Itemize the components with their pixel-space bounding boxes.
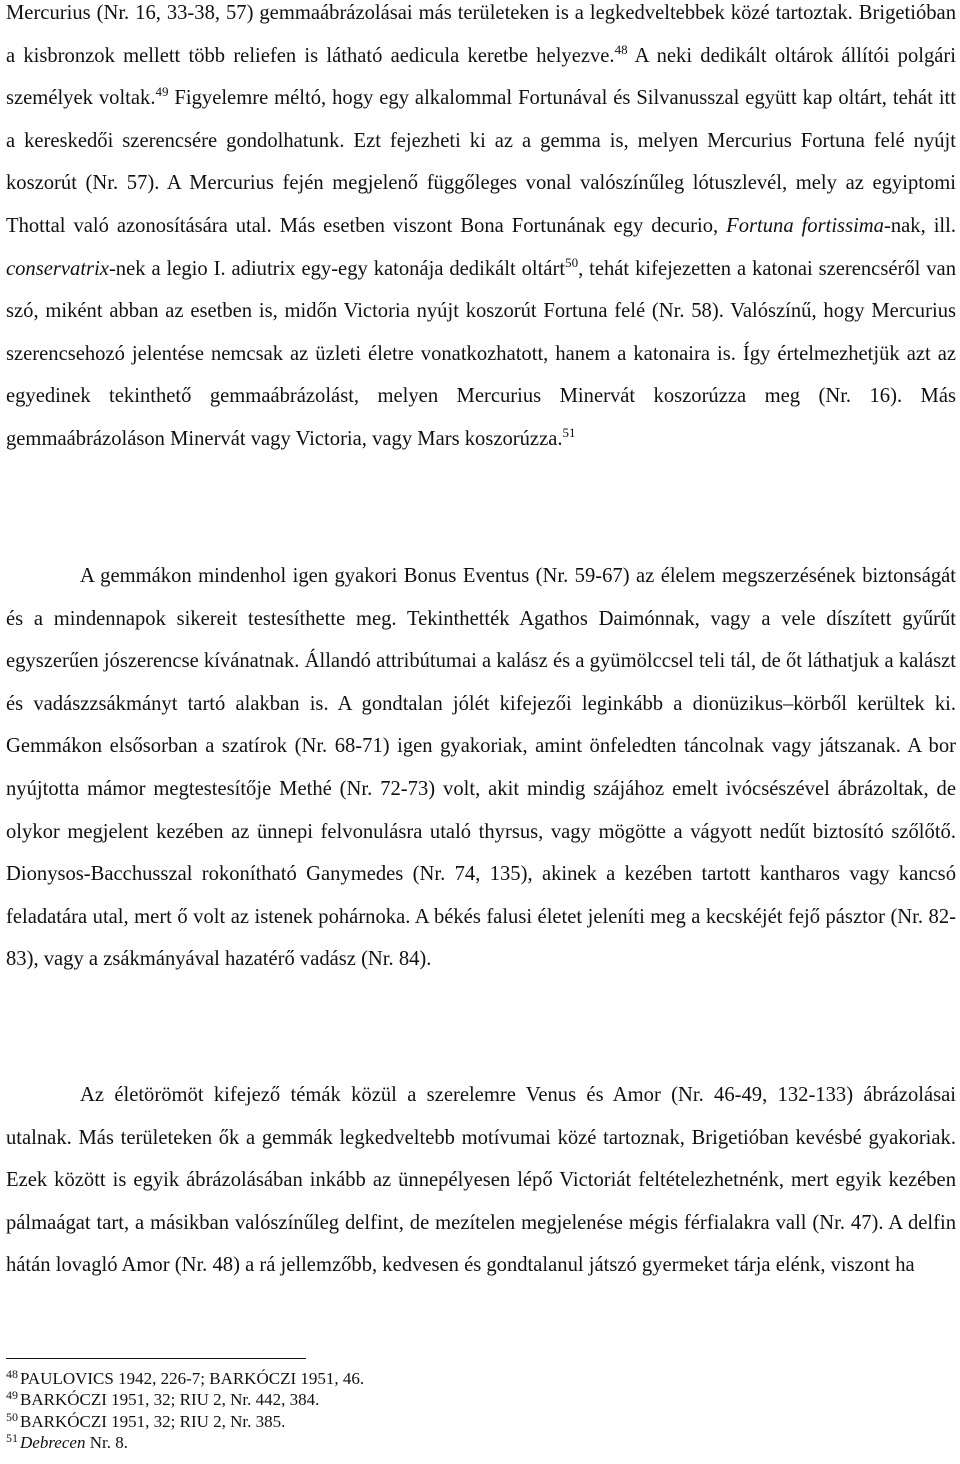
footnote-number: 48 xyxy=(6,1367,18,1381)
footnote-text: BARKÓCZI 1951, 32; RIU 2, Nr. 442, 384. xyxy=(20,1390,320,1410)
footnote-ref-51[interactable]: 51 xyxy=(562,424,576,440)
footnote-51 xyxy=(6,1432,956,1453)
footnote-ref-49[interactable]: 49 xyxy=(155,84,169,100)
paragraph-text: -nek a legio I. adiutrix egy-egy katonája dedikált oltárt xyxy=(108,257,566,280)
footnote-49 xyxy=(6,1389,956,1410)
footnote-50 xyxy=(6,1411,956,1432)
paragraph-bonus-eventus: A gemmákon mindenhol igen gyakori Bonus Eventus (Nr. 59-67) az élelem megszerzésének biztonságát és a mindennapok sikereit testesíthette meg. Tekinthették Agathos Daimónnak, vagy a vele díszített gyűrűt egyszerűen jószerencse kívánatnak. Állandó attribútumai a kalász és a gyümölccsel teli tál, de őt láthatjuk a kalászt és vadászzsákmányt tartó alakban is. A gondtalan jólét kifejezői leginkább a dionüzikus–körből kerültek ki. Gemmákon elsősorban a szatírok (Nr. 68-71) igen gyakoriak, amint önfeledten táncolnak vagy játszanak. A bor nyújtotta mámor megtestesítője Methé (Nr. 72-73) volt, akit mindig szájához emelt ivócsészével ábrázoltak, de olykor megjelent kezében az ünnepi felvonulásra utaló thyrsus, vagy mögötte a vágyott nedűt biztosító szőlőtő. Dionysos-Bacchusszal rokonítható Ganymedes (Nr. 74, 135), akinek a kezében tartott kantharos vagy kancsó feladatára utal, mert ő volt az istenek pohárnoka. A békés falusi életet jeleníti meg a kecskéjét fejő pásztor (Nr. 82-83), vagy a zsákmányával hazatérő vadász (Nr. 84). xyxy=(6,565,956,971)
paragraph-venus-amor: Az életörömöt kifejező témák közül a szerelemre Venus és Amor (Nr. 46-49, 132-133) ábrázolásai utalnak. Más területeken ők a gemmák legkedveltebb motívumai közé tartoznak, Brigetióban kevésbé gyakoriak. Ezek között is egyik ábrázolásában inkább az ünnepélyesen lépő Victoriát feltételezhetnénk, mert egyik kezében pálmaágat tart, a másikban valószínűleg delfint, de mezítelen megjelenése mégis férfialakra vall (Nr. 47). A delfin hátán lovagló Amor (Nr. 48) a rá jellemzőbb, kedvesen és gondtalanul játszó gyermeket tárja elénk, viszont ha xyxy=(6,1084,956,1277)
footnote-48 xyxy=(6,1368,956,1389)
paragraph-mercurius xyxy=(6,0,956,461)
footnote-number: 51 xyxy=(6,1430,18,1445)
footnote-text: BARKÓCZI 1951, 32; RIU 2, Nr. 385. xyxy=(20,1411,286,1431)
paragraph-text: Figyelemre méltó, hogy egy alkalommal Fortunával és Silvanusszal együtt kap oltárt, tehát itt a kereskedői szerencsére gondolhatunk. Ezt fejezheti ki az a gemma is, melyen Mercurius Fortuna felé nyújt koszorút (Nr. 57). A Mercurius fején megjelenő függőleges vonal valószínűleg lótuszlevél, mely az egyiptomi Thottal való azonosítására utal. Más esetben viszont Bona Fortunának egy decurio, xyxy=(6,87,956,237)
paragraph-text: , tehát kifejezetten a katonai szerencséről van szó, miként abban az esetben is, midőn Victoria nyújt koszorút Fortuna felé (Nr. 58). Valószínű, hogy Mercurius szerencsehozó jelentése nemcsak az üzleti életre vonatkozhatott, hanem a katonaira is. Így értelmezhetjük azt az egyedinek tekinthető gemmaábrázolást, melyen Mercurius Minervát koszorúzza meg (Nr. 16). Más gemmaábrázoláson Minervát vagy Victoria, vagy Mars koszorúzza. xyxy=(6,257,956,450)
footnote-text: Nr. 8. xyxy=(85,1432,128,1452)
footnotes xyxy=(6,1368,956,1453)
footnote-text: PAULOVICS 1942, 226-7; BARKÓCZI 1951, 46. xyxy=(20,1369,365,1388)
paragraph-text: Mercurius (Nr. 16, 33-38, 57) gemmaábrázolásai más területeken is a legkedveltebbek közé tartoztak. Brigetióban a kisbronzok mellett több reliefen is látható aedicula keretbe helyezve. xyxy=(6,2,956,67)
paragraph-text: A neki dedikált oltárok állítói polgári személyek voltak. xyxy=(6,44,956,110)
footnote-ref-48[interactable]: 48 xyxy=(614,41,628,57)
paragraph-text: -nak, ill. xyxy=(883,214,957,237)
italic-term-fortuna-fortissima: Fortuna fortissima xyxy=(726,214,884,237)
footnote-italic: Debrecen xyxy=(20,1432,86,1452)
footnote-ref-50[interactable]: 50 xyxy=(565,254,579,270)
footnote-number: 49 xyxy=(6,1388,18,1403)
footnote-separator xyxy=(6,1358,306,1359)
italic-term-conservatrix: conservatrix xyxy=(6,257,109,280)
footnote-number: 50 xyxy=(6,1409,18,1424)
